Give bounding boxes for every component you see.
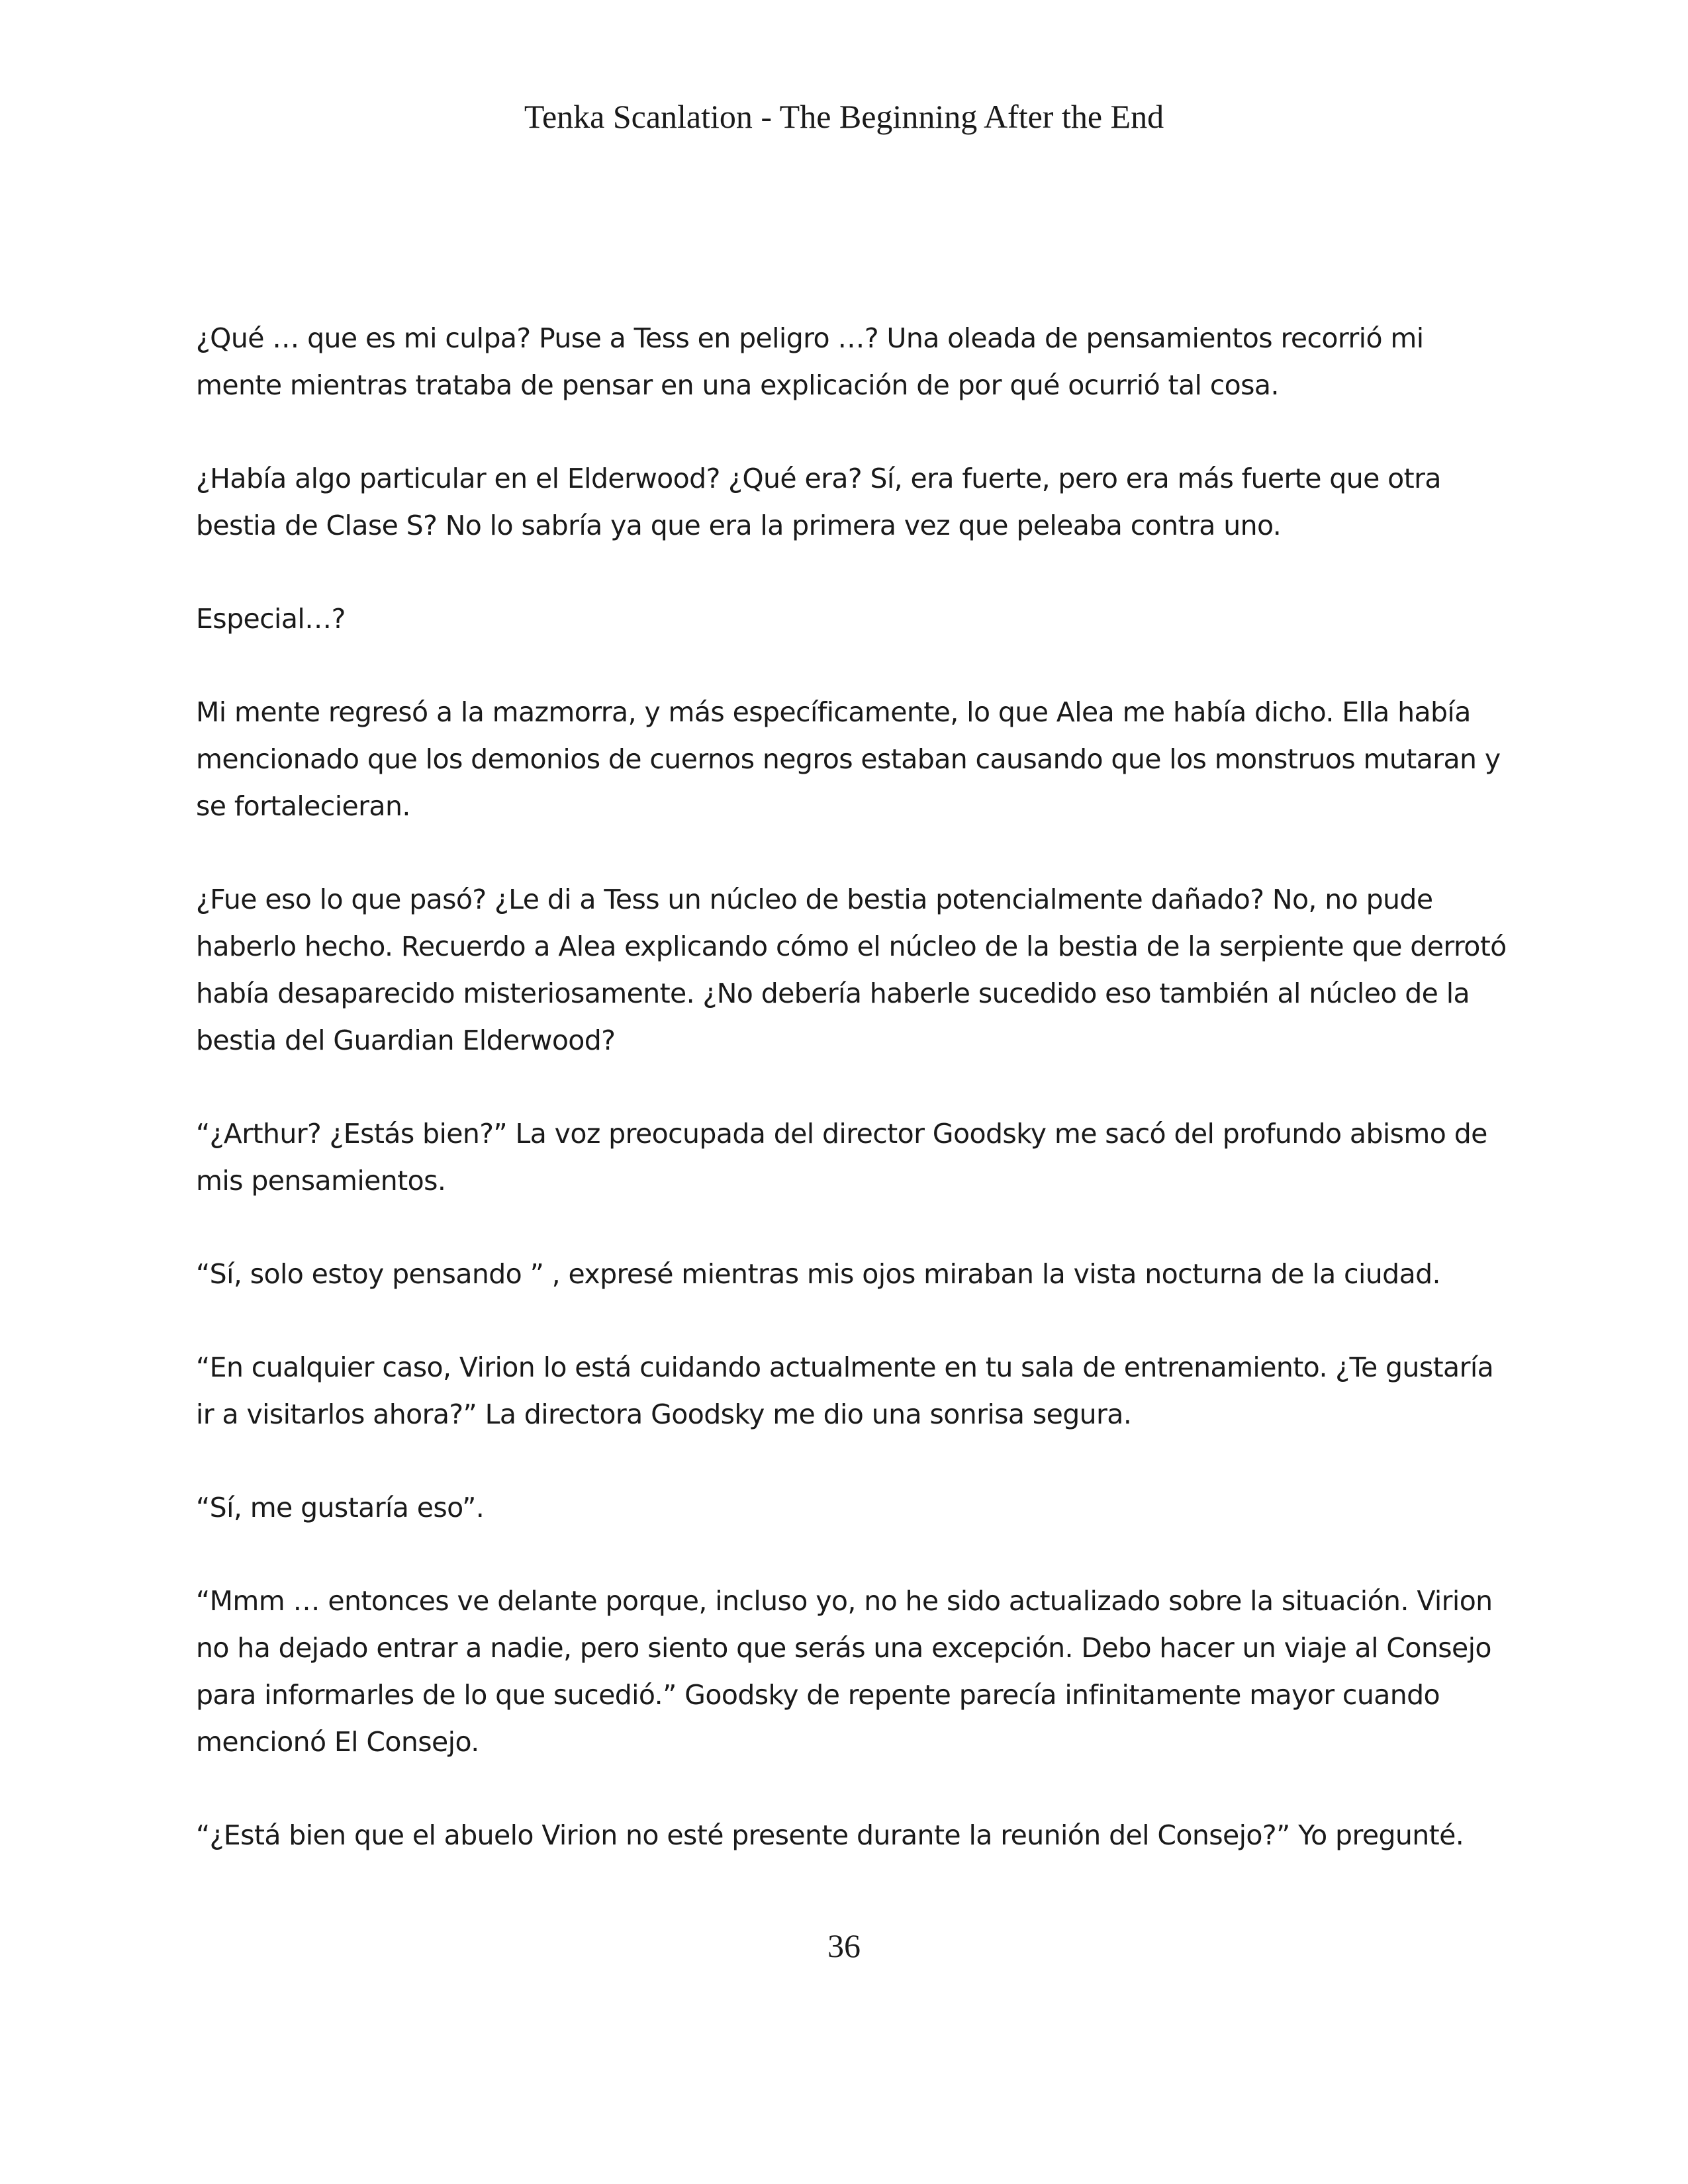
paragraph-7: “Sí, solo estoy pensando ” , expresé mientras mis ojos miraban la vista nocturna de la ciudad. <box>196 1258 1440 1290</box>
body-text <box>196 315 1513 1859</box>
page-number: 36 <box>827 1927 861 1964</box>
paragraph-3: Especial…? <box>196 603 346 635</box>
running-header: Tenka Scanlation - The Beginning After the End <box>524 98 1164 135</box>
paragraph-5: ¿Fue eso lo que pasó? ¿Le di a Tess un núcleo de bestia potencialmente dañado? No, no pude haberlo hecho. Recuerdo a Alea explicando cómo el núcleo de la bestia de la serpiente que derrotó había desaparecido misteriosamente. ¿No debería haberle sucedido eso también al núcleo de la bestia del Guardian Elderwood? <box>196 884 1507 1056</box>
paragraph-2: ¿Había algo particular en el Elderwood? ¿Qué era? Sí, era fuerte, pero era más fuerte que otra bestia de Clase S? No lo sabría ya que era la primera vez que peleaba contra uno. <box>196 463 1441 541</box>
paragraph-4: Mi mente regresó a la mazmorra, y más específicamente, lo que Alea me había dicho. Ella había mencionado que los demonios de cuernos negros estaban causando que los monstruos mutaran y se fortalecieran. <box>196 696 1501 822</box>
paragraph-11: “¿Está bien que el abuelo Virion no esté presente durante la reunión del Consejo?” Yo pregunté. <box>196 1819 1464 1851</box>
paragraph-9: “Sí, me gustaría eso”. <box>196 1492 485 1524</box>
paragraph-8: “En cualquier caso, Virion lo está cuidando actualmente en tu sala de entrenamiento. ¿Te gustaría ir a visitarlos ahora?” La directora Goodsky me dio una sonrisa segura. <box>196 1351 1494 1430</box>
paragraph-10: “Mmm … entonces ve delante porque, incluso yo, no he sido actualizado sobre la situación. Virion no ha dejado entrar a nadie, pero siento que serás una excepción. Debo hacer un viaje al Consejo para informarles de lo que sucedió.” Goodsky de repente parecía infinitamente mayor cuando mencionó El Consejo. <box>196 1585 1493 1758</box>
paragraph-6: “¿Arthur? ¿Estás bien?” La voz preocupada del director Goodsky me sacó del profundo abismo de mis pensamientos. <box>196 1118 1487 1197</box>
paragraph-1: ¿Qué … que es mi culpa? Puse a Tess en peligro …? Una oleada de pensamientos recorrió mi mente mientras trataba de pensar en una explicación de por qué ocurrió tal cosa. <box>196 322 1424 401</box>
